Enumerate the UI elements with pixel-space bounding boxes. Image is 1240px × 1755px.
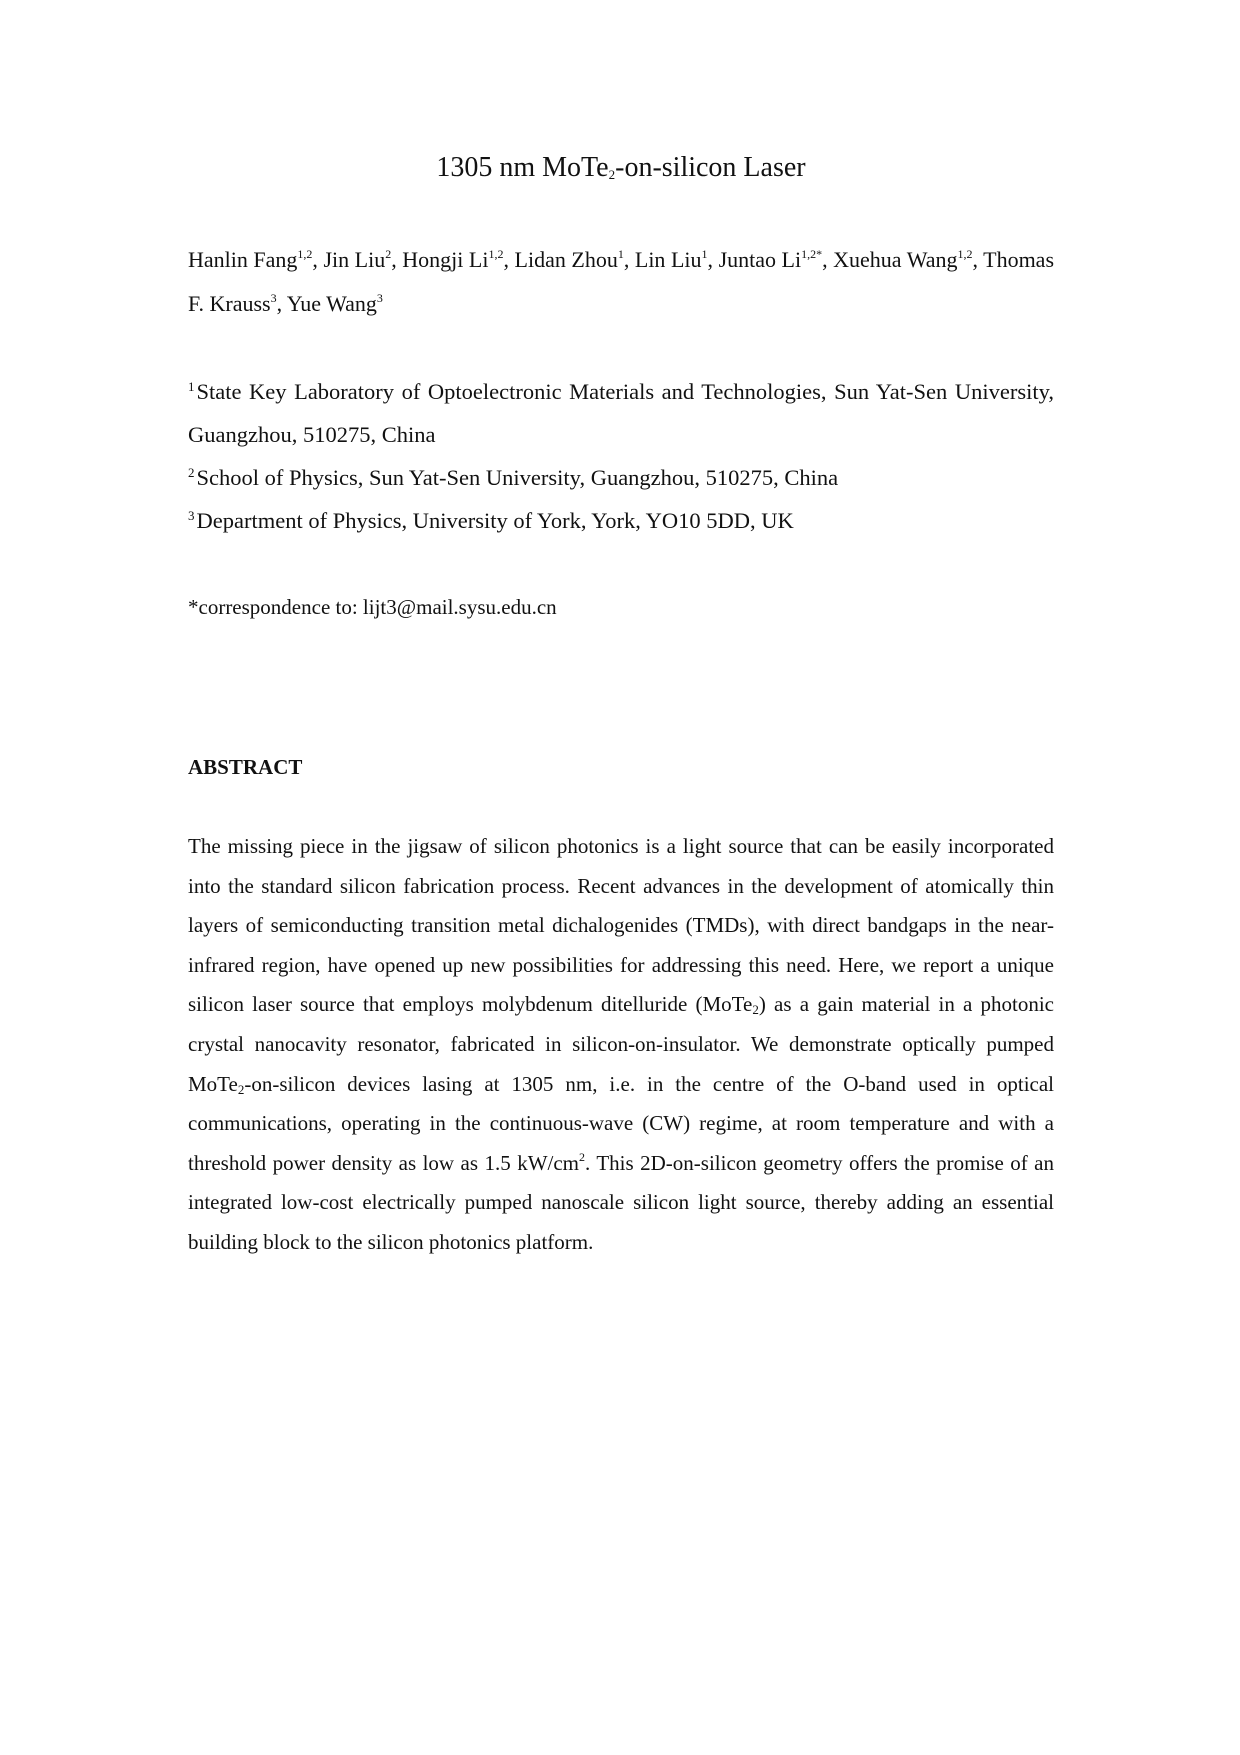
paper-title xyxy=(188,148,1054,188)
abstract-text-2: ) as a gain material in a photonic crystal nanocavity resonator, fabricated in silicon-on-insulator. We demonstrate optically pumped MoTe xyxy=(188,992,1055,1096)
author-name: Juntao Li xyxy=(718,247,802,272)
abstract-superscript-1: 2 xyxy=(579,1149,586,1164)
affiliation-item xyxy=(188,499,1054,542)
author-name: Lin Liu xyxy=(634,247,702,272)
author xyxy=(188,247,323,272)
affiliation-item xyxy=(188,370,1054,456)
affiliation-number: 1 xyxy=(188,379,195,394)
author-separator: , xyxy=(822,247,834,272)
abstract-text-1: The missing piece in the jigsaw of silicon photonics is a light source that can be easily incorporated into the standard silicon fabrication process. Recent advances in the development of atomically thin layers of semiconducting transition metal dichalogenides (TMDs), with direct bandgaps in the near-infrared region, have opened up new possibilities for addressing this need. Here, we report a unique silicon laser source that employs molybdenum ditelluride (MoTe xyxy=(188,834,1054,1017)
author-affiliation-mark: 1,2* xyxy=(801,247,823,261)
affiliation-item xyxy=(188,456,1054,499)
affiliation-text: School of Physics, Sun Yat-Sen University, Guangzhou, 510275, China xyxy=(196,465,839,490)
author-affiliation-mark: 3 xyxy=(376,291,383,305)
author-separator: , xyxy=(503,247,515,272)
author-name: Lidan Zhou xyxy=(514,247,618,272)
abstract-subscript-2: 2 xyxy=(237,1081,245,1097)
author-separator: , xyxy=(391,247,403,272)
author-name: Jin Liu xyxy=(323,247,386,272)
author-separator: , xyxy=(707,247,719,272)
author xyxy=(287,291,383,316)
author-separator: , xyxy=(972,247,984,272)
correspondence-line: *correspondence to: lijt3@mail.sysu.edu.cn xyxy=(188,595,557,619)
author xyxy=(515,247,635,272)
author-separator: , xyxy=(276,291,287,316)
author-affiliation-mark: 1 xyxy=(617,247,624,261)
author xyxy=(719,247,834,272)
affiliation-number: 3 xyxy=(188,508,195,523)
author-name: Xuehua Wang xyxy=(833,247,958,272)
abstract-heading: ABSTRACT xyxy=(188,755,303,779)
author-affiliation-mark: 1 xyxy=(701,247,708,261)
author-affiliation-mark: 1,2 xyxy=(488,247,504,261)
author-separator: , xyxy=(623,247,635,272)
author-affiliation-mark: 1,2 xyxy=(297,247,313,261)
title-text-post: -on-silicon Laser xyxy=(615,152,806,183)
affiliation-text: State Key Laboratory of Optoelectronic Materials and Technologies, Sun Yat-Sen University, Guangzhou, 510275, China xyxy=(188,379,1054,447)
author-list xyxy=(188,238,1054,326)
abstract-text-4: . This 2D-on-silicon geometry offers the promise of an integrated low-cost electrically pumped nanoscale silicon light source, thereby adding an essential building block to the silicon photonics platform. xyxy=(188,1150,1055,1254)
author xyxy=(323,247,402,272)
author-affiliation-mark: 1,2 xyxy=(957,247,973,261)
author xyxy=(402,247,514,272)
author xyxy=(635,247,719,272)
author-name: Hongji Li xyxy=(402,247,489,272)
abstract-text-3: -on-silicon devices lasing at 1305 nm, i.e. in the centre of the O-band used in optical communications, operating in the continuous-wave (CW) regime, at room temperature and with a threshold power density as low as 1.5 kW/cm xyxy=(188,1071,1054,1175)
abstract-body xyxy=(188,827,1054,1263)
author-name: Hanlin Fang xyxy=(188,247,298,272)
abstract-subscript-1: 2 xyxy=(752,1002,759,1018)
author-separator: , xyxy=(312,247,324,272)
author xyxy=(833,247,983,272)
affiliation-text: Department of Physics, University of York, York, YO10 5DD, UK xyxy=(196,508,794,533)
affiliation-number: 2 xyxy=(188,465,195,480)
title-subscript: 2 xyxy=(608,167,616,182)
author-affiliation-mark: 3 xyxy=(270,291,277,305)
author-affiliation-mark: 2 xyxy=(385,247,392,261)
author-name: Thomas F. Krauss xyxy=(188,247,1055,316)
title-text-pre: 1305 nm MoTe xyxy=(436,152,609,183)
author-name: Yue Wang xyxy=(286,291,377,316)
affiliation-list xyxy=(188,370,1054,542)
